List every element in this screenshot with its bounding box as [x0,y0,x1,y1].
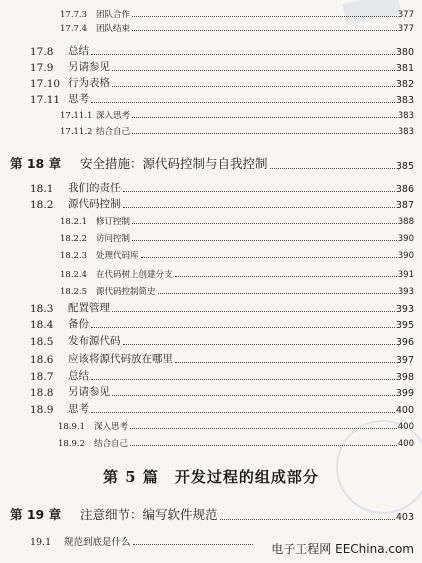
leader-dots [91,411,395,413]
toc-entry [0,437,422,449]
page-number: 385 [395,161,414,172]
leader-dots [123,190,395,192]
section-title: 访问控制 [96,234,131,244]
page-number: 377 [397,24,414,34]
leader-dots [91,378,395,380]
leader-dots [220,518,395,520]
section-number: 17.11.2 [60,127,93,137]
section-title: 深入思考 [96,111,131,121]
toc-entry [0,43,422,58]
section-number: 18.2.1 [60,217,88,227]
leader-dots [132,132,397,134]
leader-dots [123,343,395,345]
section-title: 我们的责任 [68,182,121,194]
section-number: 19.1 [30,537,52,548]
page-number: 399 [395,388,414,399]
page-number: 380 [395,47,414,58]
leader-dots [130,427,397,429]
leader-dots [270,167,395,169]
page-number: 382 [395,79,414,90]
leader-dots [141,256,397,258]
section-title: 备份 [68,318,89,330]
toc-entry [0,316,422,331]
section-number: 18.9.2 [58,439,86,449]
chapter-number: 第 18 章 [10,156,62,171]
section-title: 源代码控制 [68,198,121,210]
toc-entry [0,351,422,366]
toc-entry [0,268,422,280]
section-title: 总结 [68,45,89,57]
page-number: 381 [395,63,414,74]
chapter-title: 安全措施：源代码控制与自我控制 [80,156,268,171]
page-number: 403 [395,512,414,523]
section-number: 18.4 [30,319,54,331]
leader-dots [132,116,397,118]
section-title: 另请参见 [68,386,110,398]
section-number: 17.9 [30,62,54,74]
toc-entry [0,232,422,244]
leader-dots [130,444,397,446]
page-number: 398 [395,372,414,383]
chapter-title: 注意细节：编写软件规范 [80,507,218,522]
section-title: 处理代码库 [96,251,139,261]
section-number: 18.2 [30,199,54,211]
section-number: 18.9.1 [58,422,86,432]
section-number: 17.7.4 [60,24,88,34]
leader-dots [112,69,395,71]
page-number: 400 [397,439,414,449]
page-number: 395 [395,320,414,331]
section-number: 18.8 [30,387,54,399]
source-credit: 电子工程网 EEChina.com [271,542,414,556]
section-number: 17.8 [30,46,54,58]
leader-dots [112,85,395,87]
section-title: 源代码控制简史 [96,287,156,297]
section-number: 17.7.3 [60,10,88,20]
section-title: 应该将源代码放在哪里 [68,353,173,365]
toc-entry [0,249,422,261]
toc-entry [0,75,422,90]
section-title: 在代码树上创建分支 [96,270,173,280]
toc-entry [0,8,422,20]
toc-entry [0,59,422,74]
page-number: 400 [397,422,414,432]
section-title: 配置管理 [68,302,110,314]
leader-dots [132,222,397,224]
leader-dots [175,361,395,363]
toc-chapter [0,154,422,172]
section-number: 18.9 [30,404,54,416]
leader-dots [123,206,395,208]
toc-entry [0,300,422,315]
page-number: 377 [397,10,414,20]
toc-entry [0,384,422,399]
section-title: 思考 [68,93,89,105]
section-number: 18.2.4 [60,270,88,280]
leader-dots [132,15,397,17]
leader-dots [91,53,395,55]
section-title: 团队结束 [96,24,131,34]
section-title: 修订控制 [96,217,131,227]
section-number: 18.6 [30,354,54,366]
page-number: 383 [395,95,414,106]
toc-entry [0,401,422,416]
toc-entry [0,285,422,297]
section-number: 18.2.3 [60,251,88,261]
section-title: 规范到底是什么 [64,537,131,548]
section-title: 思考 [68,403,89,415]
page-number: 391 [397,270,414,280]
leader-dots [91,101,395,103]
section-title: 结合自己 [94,439,129,449]
leader-dots [132,239,397,241]
page-number: 388 [397,217,414,227]
section-number: 18.1 [30,183,54,195]
leader-dots [91,326,395,328]
page-number: 390 [397,234,414,244]
page-number: 396 [395,337,414,348]
leader-dots [175,275,397,277]
page-number: 383 [397,111,414,121]
section-number: 18.2.5 [60,287,88,297]
toc-entry [0,22,422,34]
toc-chapter-19 [0,505,422,523]
leader-dots [133,543,253,545]
page-number: 383 [397,127,414,137]
toc-entry [0,125,422,137]
leader-dots [112,310,395,312]
toc-entry [0,109,422,121]
section-title: 团队合作 [96,10,131,20]
toc-entry [0,368,422,383]
section-number: 18.7 [30,371,54,383]
section-number: 18.3 [30,303,54,315]
part-heading: 第 5 篇 开发过程的组成部分 [103,468,319,486]
leader-dots [158,292,397,294]
page-number: 390 [397,251,414,261]
section-number: 17.11.1 [60,111,93,121]
page-number: 400 [395,405,414,416]
page-number: 393 [395,304,414,315]
toc-entry [0,91,422,106]
section-title: 另请参见 [68,61,110,73]
leader-dots [112,394,395,396]
page-number: 393 [397,287,414,297]
section-title: 总结 [68,370,89,382]
section-title: 发布源代码 [68,335,121,347]
chapter-number: 第 19 章 [10,507,62,522]
toc-entry [0,420,422,432]
toc-entry [0,215,422,227]
toc-entry [0,196,422,211]
section-title: 结合自己 [96,127,131,137]
toc-entry [0,180,422,195]
page-number: 397 [395,355,414,366]
section-number: 17.11 [30,94,61,106]
toc-entry [0,333,422,348]
section-title: 深入思考 [94,422,129,432]
section-number: 18.2.2 [60,234,88,244]
section-number: 17.10 [30,78,61,90]
page-number: 387 [395,200,414,211]
section-number: 18.5 [30,336,54,348]
section-title: 行为表格 [68,77,110,89]
page-number: 386 [395,184,414,195]
leader-dots [132,29,397,31]
